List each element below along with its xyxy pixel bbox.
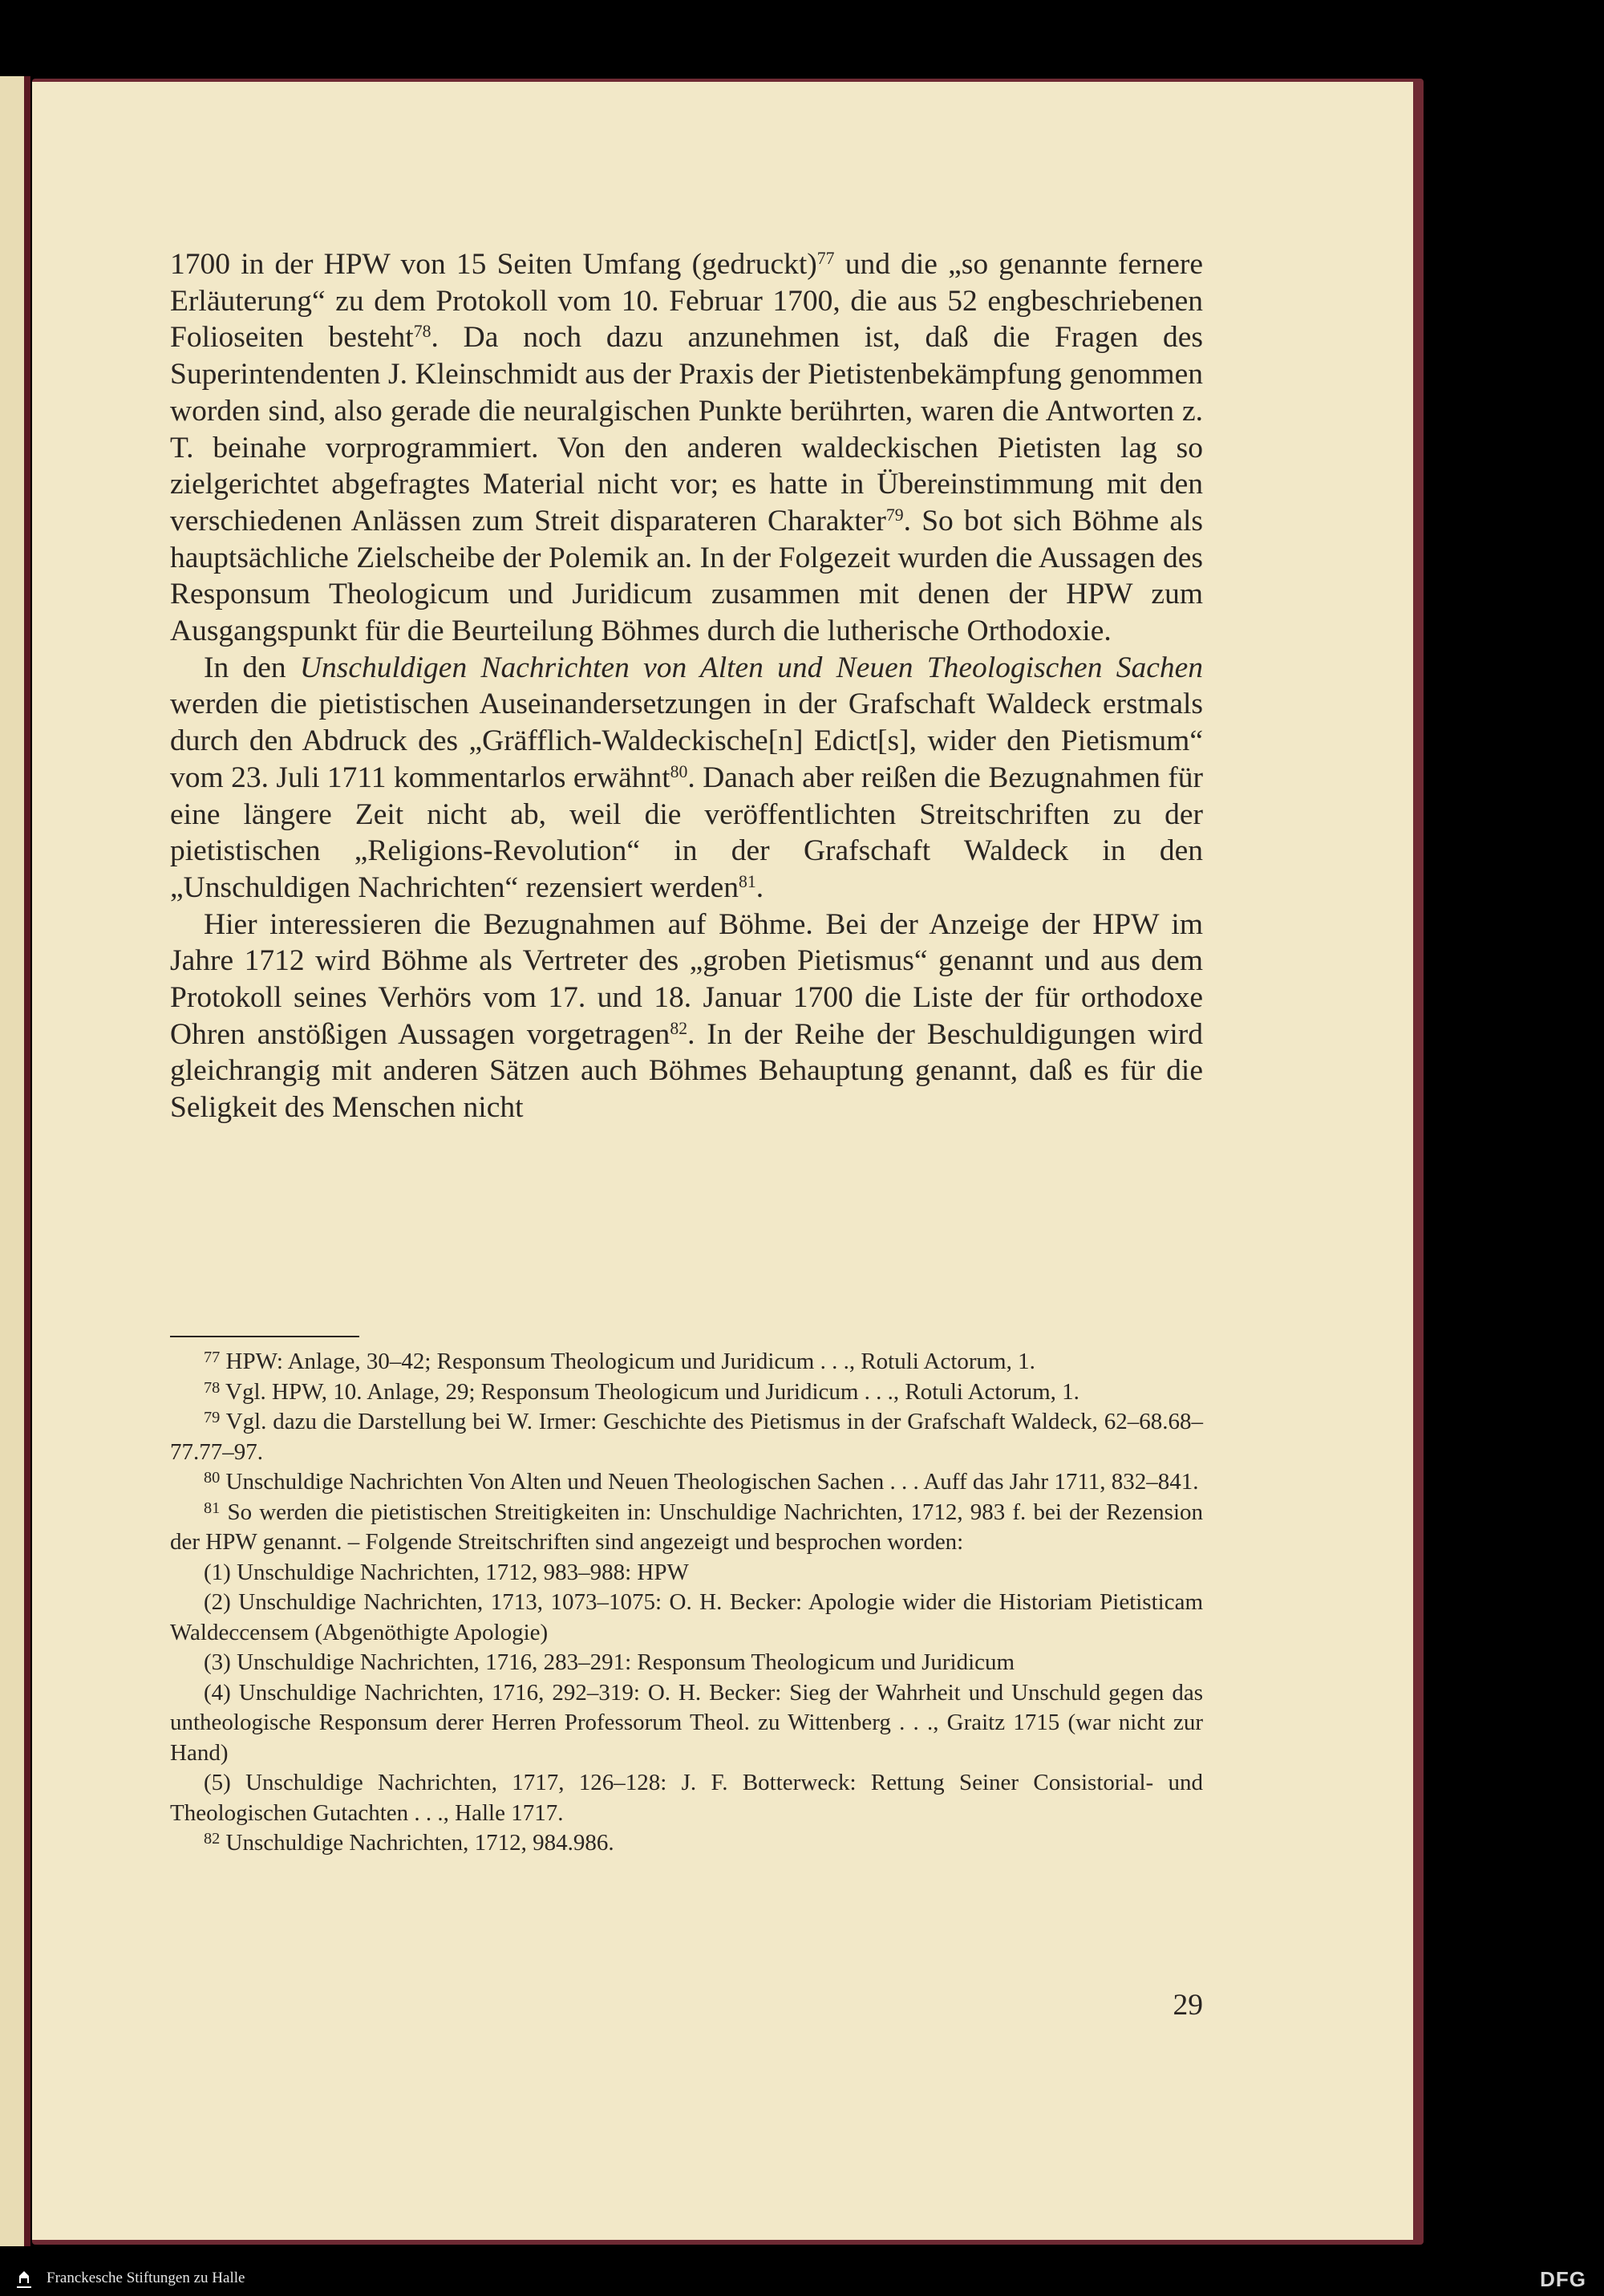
left-page-edge bbox=[0, 76, 26, 2246]
page-number: 29 bbox=[1173, 1989, 1203, 2022]
footnote-text: (4) Unschuldige Nachrichten, 1716, 292–319: O. H. Becker: Sieg der Wahrheit und Unschuld gegen das untheologische Responsum derer Herren Professorum Theol. zu Wittenberg . . ., Graitz 1715 (war nicht zur Hand) bbox=[170, 1679, 1203, 1766]
paragraph bbox=[170, 907, 1203, 1126]
footnote-reference: 79 bbox=[885, 505, 904, 525]
footnote-number: 82 bbox=[204, 1829, 221, 1848]
footnote-reference: 82 bbox=[670, 1018, 688, 1038]
footnote-text: Vgl. dazu die Darstellung bei W. Irmer: Geschichte des Pietismus in der Grafschaft Waldeck, 62–68.68–77.77–97. bbox=[170, 1409, 1203, 1465]
main-text bbox=[170, 246, 1203, 1126]
footnote-text: Vgl. HPW, 10. Anlage, 29; Responsum Theologicum und Juridicum . . ., Rotuli Actorum, 1. bbox=[225, 1378, 1079, 1405]
italic-title: Unschuldigen Nachrichten von Alten und Neuen Theologischen Sachen bbox=[299, 651, 1203, 684]
text-run: In den bbox=[204, 651, 300, 684]
footnote-number: 81 bbox=[204, 1499, 221, 1517]
text-run: . bbox=[755, 870, 764, 904]
footnote-text: HPW: Anlage, 30–42; Responsum Theologicum und Juridicum . . ., Rotuli Actorum, 1. bbox=[225, 1349, 1035, 1374]
text-run: und die „so genannte fernere Erläuterung“ zu dem Protokoll vom 10. Februar 1700, die aus 52 engbeschriebenen Folioseiten besteht bbox=[170, 248, 1203, 355]
text-run: . Da noch dazu anzunehmen ist, daß die Fragen des Superintendenten J. Kleinschmidt aus der Praxis der Pietistenbekämpfung genommen worden sind, also gerade die neuralgischen Punkte berührten, waren die Antworten z. T. beinahe vorprogrammiert. Von den anderen waldeckischen Pietisten lag so zielgerichtet abgefragtes Material nicht vor; es hatte in Übereinstimmung mit den verschiedenen Anlässen zum Streit disparateren Charakter bbox=[170, 321, 1203, 537]
text-run: Hier interessieren die Bezugnahmen auf Böhme. Bei der Anzeige der HPW im Jahre 1712 wird Böhme als Vertreter des „groben Pietismus“ genannt und aus dem Protokoll seines Verhörs vom 17. und 18. Januar 1700 die Liste der für orthodoxe Ohren anstößigen Aussagen vorgetragen bbox=[170, 907, 1203, 1051]
paragraph bbox=[170, 246, 1203, 650]
paragraph bbox=[170, 650, 1203, 907]
institution-name: Franckesche Stiftungen zu Halle bbox=[47, 2270, 245, 2286]
footnote-text: Unschuldige Nachrichten Von Alten und Neuen Theologischen Sachen . . . Auff das Jahr 1711, 832–841. bbox=[225, 1469, 1199, 1495]
text-run: . Danach aber reißen die Bezugnahmen für eine längere Zeit nicht ab, weil die veröffentlichten Streitschriften zu der pietistischen „Religions-Revolution“ in der Grafschaft Waldeck in den „Unschuldigen Nachrichten“ rezensiert werden bbox=[170, 761, 1203, 904]
footnote bbox=[170, 1347, 1203, 1377]
footnote-text: Unschuldige Nachrichten, 1712, 984.986. bbox=[225, 1830, 614, 1856]
book-gutter bbox=[24, 76, 30, 2246]
footnote-reference: 77 bbox=[816, 249, 835, 269]
footnote-list-item bbox=[170, 1768, 1203, 1828]
footnote-number: 77 bbox=[204, 1348, 221, 1366]
text-run: 1700 in der HPW von 15 Seiten Umfang (gedruckt) bbox=[170, 248, 817, 281]
footnote-list-item bbox=[170, 1588, 1203, 1648]
footnote-reference: 81 bbox=[739, 872, 756, 891]
footnote-list-item bbox=[170, 1678, 1203, 1769]
footnote-reference: 78 bbox=[413, 322, 431, 342]
footnote-separator bbox=[170, 1336, 359, 1337]
text-run: . So bot sich Böhme als hauptsächliche Zielscheibe der Polemik an. In der Folgezeit wurden die Aussagen des Responsum Theologicum und Juridicum zusammen mit denen der HPW zum Ausgangspunkt für die Beurteilung Böhmes durch die lutherische Orthodoxie. bbox=[170, 504, 1203, 648]
book-page bbox=[32, 82, 1413, 2240]
text-run: werden die pietistischen Auseinandersetzungen in der Grafschaft Waldeck erstmals durch den Abdruck des „Gräfflich-Waldeckische[n] Edict[s], wider den Pietismum“ vom 23. Juli 1711 kommentarlos erwähnt bbox=[170, 688, 1203, 794]
footnote bbox=[170, 1498, 1203, 1558]
franckesche-stiftungen-logo-icon bbox=[11, 2267, 37, 2293]
footnote-text: So werden die pietistischen Streitigkeiten in: Unschuldige Nachrichten, 1712, 983 f. bei der Rezension der HPW genannt. – Folgende Streitschriften sind angezeigt und besprochen worden: bbox=[170, 1499, 1204, 1555]
text-run: . In der Reihe der Beschuldigungen wird gleichrangig mit anderen Sätzen auch Böhmes Behauptung genannt, daß es für die Seligkeit des Menschen nicht bbox=[170, 1017, 1203, 1125]
footnote-number: 79 bbox=[204, 1408, 221, 1426]
dfg-logo: DFG bbox=[1540, 2267, 1586, 2291]
footnote-number: 80 bbox=[204, 1468, 221, 1487]
footnote-list-item bbox=[170, 1648, 1203, 1678]
footnote-text: (2) Unschuldige Nachrichten, 1713, 1073–1075: O. H. Becker: Apologie wider die Historiam Pietisticam Waldeccensem (Abgenöthigte Apologie) bbox=[170, 1589, 1203, 1645]
footnote bbox=[170, 1828, 1203, 1859]
footnote-list-item bbox=[170, 1558, 1203, 1588]
footnote bbox=[170, 1407, 1203, 1467]
footnote-text: (1) Unschuldige Nachrichten, 1712, 983–988: HPW bbox=[204, 1559, 689, 1585]
footnote-number: 78 bbox=[204, 1378, 221, 1397]
footnotes bbox=[170, 1347, 1203, 1859]
footnote-reference: 80 bbox=[670, 761, 688, 781]
footnote bbox=[170, 1467, 1203, 1498]
footnote-text: (5) Unschuldige Nachrichten, 1717, 126–128: J. F. Botterweck: Rettung Seiner Consistorial- und Theologischen Gutachten . . ., Halle 1717. bbox=[170, 1770, 1203, 1826]
footnote-text: (3) Unschuldige Nachrichten, 1716, 283–291: Responsum Theologicum und Juridicum bbox=[204, 1649, 1015, 1675]
footnote bbox=[170, 1377, 1203, 1408]
